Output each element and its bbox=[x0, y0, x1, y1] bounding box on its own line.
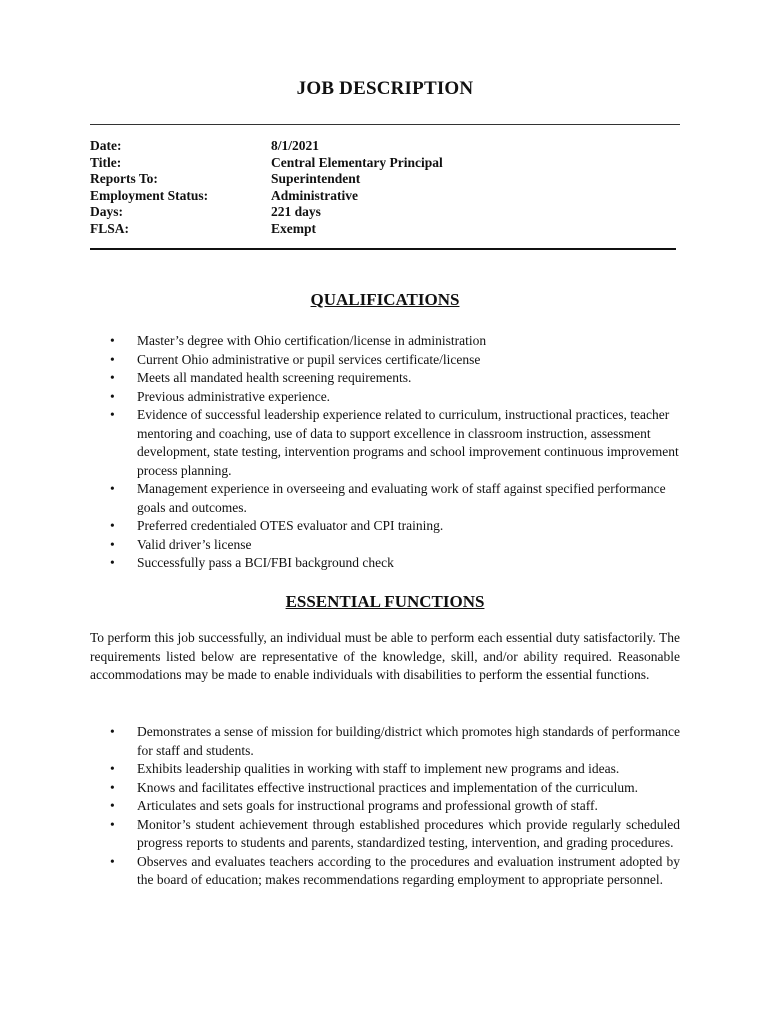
info-row-date bbox=[90, 138, 443, 155]
list-item: • Observes and evaluates teachers according to the procedures and evaluation instrument adopted by the board of education; makes recommendations regarding employment to appropriate personnel. bbox=[110, 853, 680, 890]
list-item: • Knows and facilitates effective instructional practices and implementation of the curriculum. bbox=[110, 779, 680, 798]
info-row-employment-status bbox=[90, 188, 443, 205]
info-value: Administrative bbox=[271, 187, 358, 203]
list-item: • Monitor’s student achievement through established procedures which provide regularly scheduled progress reports to students and parents, standardized testing, intervention, and grading procedures. bbox=[110, 816, 680, 853]
info-label: Reports To: bbox=[90, 171, 158, 186]
info-label: Employment Status: bbox=[90, 187, 209, 203]
info-label: Days: bbox=[90, 204, 123, 219]
list-item: • Current Ohio administrative or pupil services certificate/license bbox=[110, 351, 680, 370]
list-item: • Valid driver’s license bbox=[110, 536, 680, 555]
list-item: • Preferred credentialed OTES evaluator and CPI training. bbox=[110, 517, 680, 536]
info-label: Title: bbox=[90, 154, 122, 170]
info-row-reports-to bbox=[90, 171, 443, 188]
page-title: JOB DESCRIPTION bbox=[296, 78, 474, 99]
list-item: • Previous administrative experience. bbox=[110, 388, 680, 407]
info-label: FLSA: bbox=[90, 220, 130, 236]
info-row-days bbox=[90, 204, 443, 221]
info-value: Central Elementary Principal bbox=[271, 154, 443, 170]
info-value: 8/1/2021 bbox=[271, 138, 320, 153]
essential-functions-intro: To perform this job successfully, an individual must be able to perform each essential duty satisfactorily. The requirements listed below are representative of the knowledge, skill, and/or ability required. Reasonable accommodations may be made to enable individuals with disabilities to perform the essential functions. bbox=[90, 630, 680, 682]
qualifications-list bbox=[110, 332, 680, 573]
list-item: • Evidence of successful leadership experience related to curriculum, instructional practices, teacher mentoring and coaching, use of data to support excellence in classroom instruction, assessment development, state testing, intervention programs and school improvement continuous improvement process planning. bbox=[110, 406, 680, 480]
essential-functions-heading: ESSENTIAL FUNCTIONS bbox=[285, 592, 485, 611]
list-item: • Successfully pass a BCI/FBI background check bbox=[110, 554, 680, 573]
qualifications-heading: QUALIFICATIONS bbox=[310, 290, 460, 309]
info-value: Exempt bbox=[271, 220, 316, 236]
info-value: 221 days bbox=[271, 204, 321, 219]
list-item: • Master’s degree with Ohio certification/license in administration bbox=[110, 332, 680, 351]
info-value: Superintendent bbox=[271, 171, 361, 186]
list-item: • Meets all mandated health screening requirements. bbox=[110, 369, 680, 388]
header-divider bbox=[90, 124, 680, 125]
list-item: • Exhibits leadership qualities in working with staff to implement new programs and ideas. bbox=[110, 760, 680, 779]
info-row-flsa bbox=[90, 221, 443, 238]
info-divider bbox=[90, 248, 676, 250]
essential-functions-list bbox=[110, 723, 680, 890]
info-row-title bbox=[90, 155, 443, 172]
info-label: Date: bbox=[90, 138, 122, 153]
list-item: • Demonstrates a sense of mission for building/district which promotes high standards of performance for staff and students. bbox=[110, 723, 680, 760]
list-item: • Articulates and sets goals for instructional programs and professional growth of staff. bbox=[110, 797, 680, 816]
job-info-table bbox=[90, 138, 443, 237]
list-item: • Management experience in overseeing and evaluating work of staff against specified performance goals and outcomes. bbox=[110, 480, 680, 517]
